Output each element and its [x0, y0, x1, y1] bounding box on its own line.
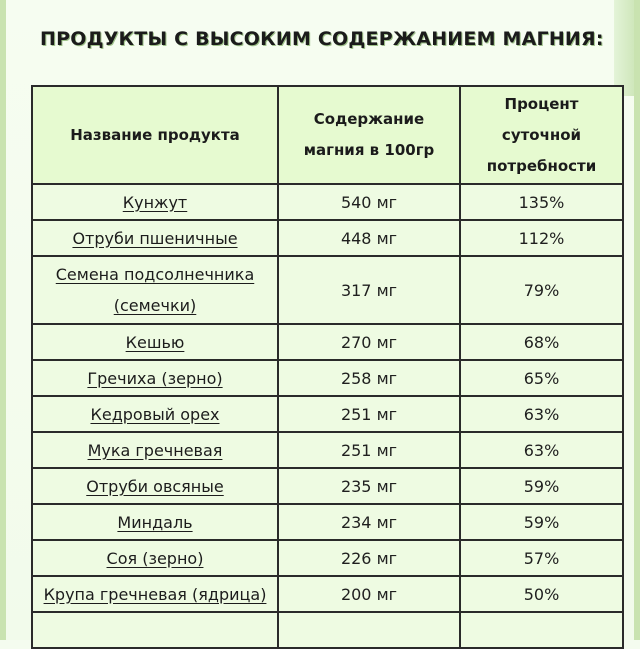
content-cell: 540 мг — [278, 184, 460, 220]
table-row — [32, 504, 623, 540]
percent-cell — [460, 612, 623, 648]
product-link[interactable]: Гречиха (зерно) — [87, 368, 223, 388]
page-title: ПРОДУКТЫ С ВЫСОКИМ СОДЕРЖАНИЕМ МАГНИЯ: — [40, 28, 604, 50]
content-cell: 200 мг — [278, 576, 460, 612]
column-header-percent: Процент суточной потребности — [460, 86, 623, 184]
percent-cell: 135% — [460, 184, 623, 220]
table-row — [32, 324, 623, 360]
product-cell — [32, 256, 278, 324]
product-link[interactable]: Отруби пшеничные — [72, 228, 238, 248]
table-row — [32, 256, 623, 324]
product-cell — [32, 220, 278, 256]
product-cell — [32, 612, 278, 648]
table-row — [32, 360, 623, 396]
product-link[interactable]: Кунжут — [122, 192, 188, 212]
product-cell — [32, 360, 278, 396]
content-cell: 251 мг — [278, 432, 460, 468]
product-link[interactable]: Миндаль — [117, 512, 193, 532]
product-link[interactable]: Соя (зерно) — [106, 548, 204, 568]
percent-cell: 68% — [460, 324, 623, 360]
percent-cell: 59% — [460, 468, 623, 504]
product-cell — [32, 396, 278, 432]
table-row — [32, 432, 623, 468]
table-header-row — [32, 86, 623, 184]
product-cell — [32, 540, 278, 576]
product-cell — [32, 432, 278, 468]
content-cell — [278, 612, 460, 648]
product-link[interactable]: Отруби овсяные — [86, 476, 224, 496]
percent-cell: 79% — [460, 256, 623, 324]
content-cell: 235 мг — [278, 468, 460, 504]
content-cell: 234 мг — [278, 504, 460, 540]
content-cell: 251 мг — [278, 396, 460, 432]
table-row-partial — [32, 612, 623, 648]
content-cell: 226 мг — [278, 540, 460, 576]
percent-cell: 50% — [460, 576, 623, 612]
content-cell: 270 мг — [278, 324, 460, 360]
column-header-content: Содержание магния в 100гр — [278, 86, 460, 184]
table-row — [32, 468, 623, 504]
content-cell: 317 мг — [278, 256, 460, 324]
product-cell — [32, 184, 278, 220]
product-link[interactable]: Семена подсолнечника (семечки) — [55, 265, 255, 315]
product-link[interactable]: Крупа гречневая (ядрица) — [43, 584, 267, 604]
magnesium-table — [31, 85, 624, 649]
table-row — [32, 540, 623, 576]
percent-cell: 63% — [460, 432, 623, 468]
content-cell: 258 мг — [278, 360, 460, 396]
percent-cell: 63% — [460, 396, 623, 432]
percent-cell: 59% — [460, 504, 623, 540]
product-link[interactable]: Кешью — [125, 332, 185, 352]
product-cell — [32, 324, 278, 360]
content-cell: 448 мг — [278, 220, 460, 256]
table-row — [32, 184, 623, 220]
product-cell — [32, 468, 278, 504]
table-row — [32, 396, 623, 432]
percent-cell: 57% — [460, 540, 623, 576]
percent-cell: 65% — [460, 360, 623, 396]
column-header-product: Название продукта — [32, 86, 278, 184]
table-row — [32, 220, 623, 256]
table-row — [32, 576, 623, 612]
product-link[interactable]: Мука гречневая — [87, 440, 223, 460]
product-link[interactable]: Кедровый орех — [90, 404, 220, 424]
product-cell — [32, 576, 278, 612]
product-cell — [32, 504, 278, 540]
percent-cell: 112% — [460, 220, 623, 256]
